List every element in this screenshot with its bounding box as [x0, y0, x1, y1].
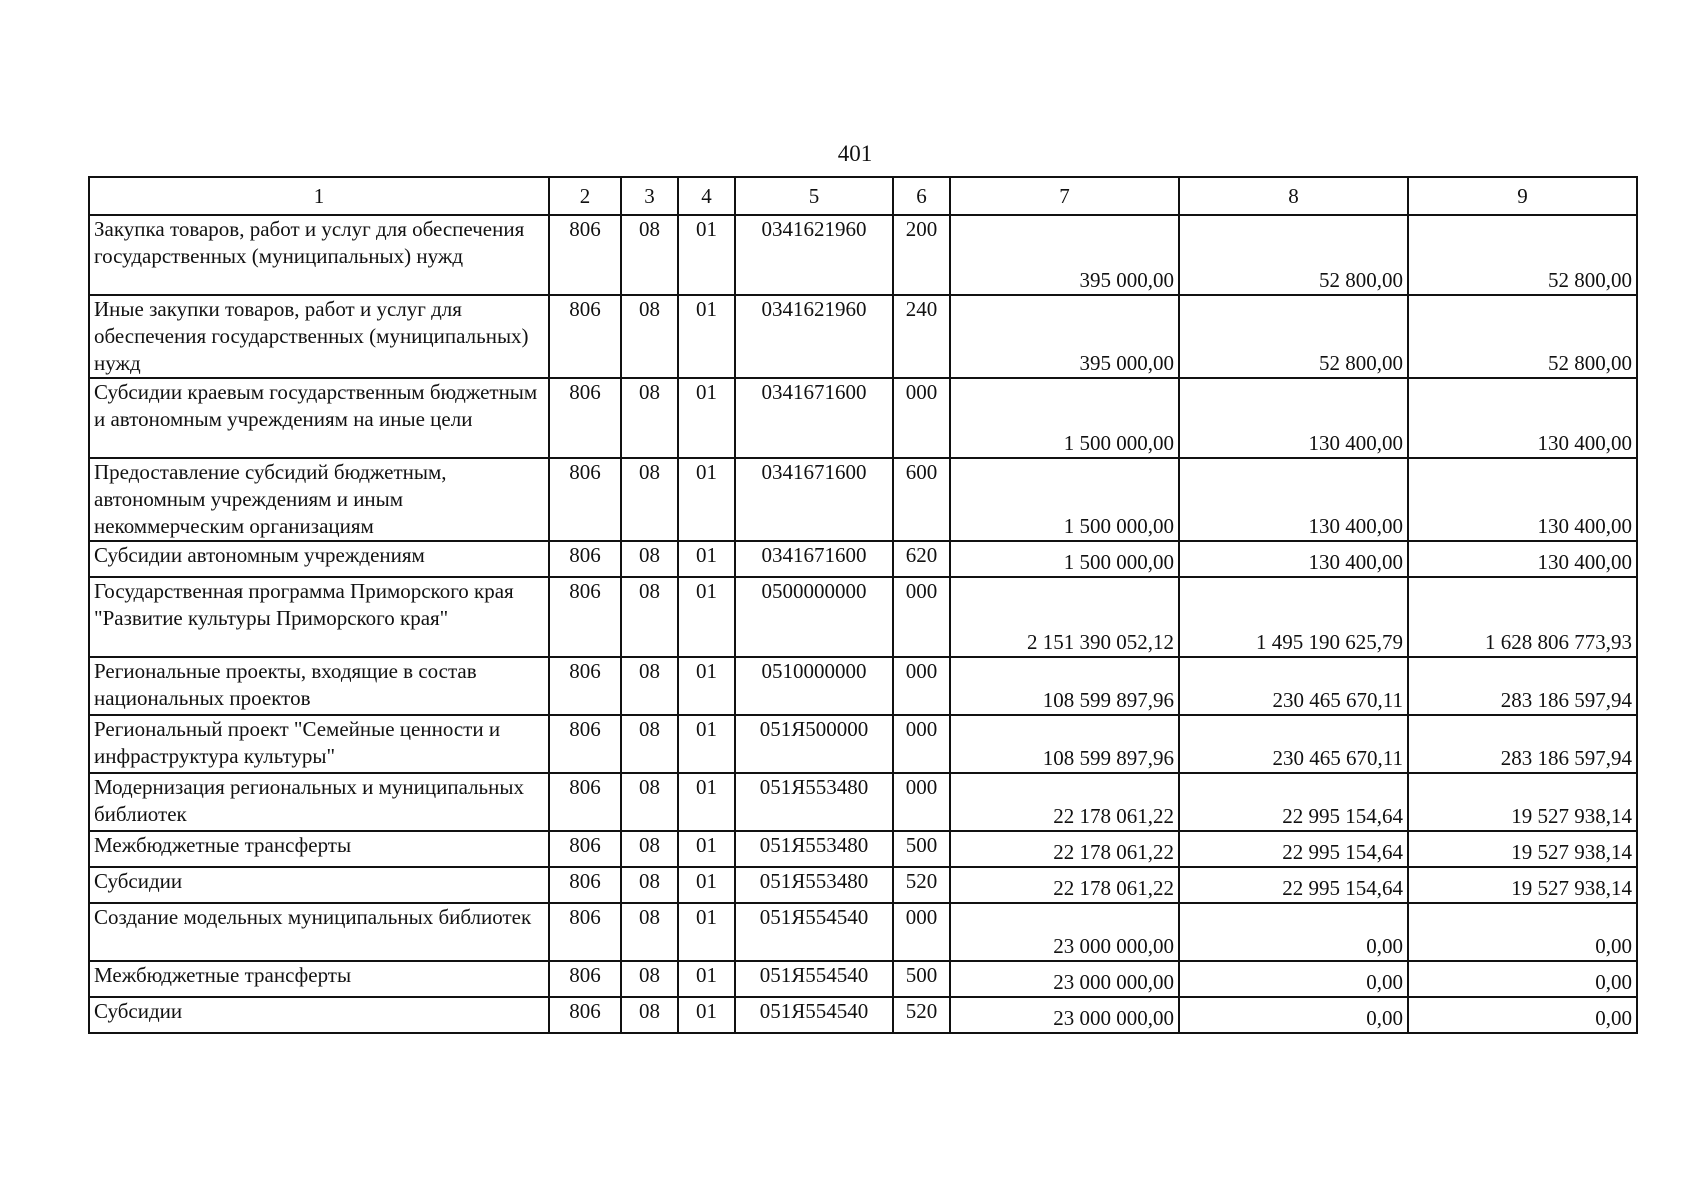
header-col-9: 9	[1408, 177, 1637, 215]
amount-col-7: 23 000 000,00	[950, 961, 1179, 997]
expense-type-code: 240	[893, 295, 950, 378]
row-name: Модернизация региональных и муниципальных библиотек	[89, 773, 549, 831]
table-row	[89, 961, 1637, 997]
expense-type-code: 000	[893, 715, 950, 773]
expense-type-code: 600	[893, 458, 950, 541]
ministry-code: 806	[549, 867, 621, 903]
subsection-code: 01	[678, 773, 735, 831]
ministry-code: 806	[549, 577, 621, 657]
row-name: Государственная программа Приморского края "Развитие культуры Приморского края"	[89, 577, 549, 657]
section-code: 08	[621, 715, 678, 773]
amount-col-8: 22 995 154,64	[1179, 831, 1408, 867]
section-code: 08	[621, 903, 678, 961]
amount-col-9: 1 628 806 773,93	[1408, 577, 1637, 657]
amount-col-8: 22 995 154,64	[1179, 867, 1408, 903]
amount-col-8: 52 800,00	[1179, 295, 1408, 378]
subsection-code: 01	[678, 903, 735, 961]
expense-type-code: 000	[893, 577, 950, 657]
section-code: 08	[621, 657, 678, 715]
section-code: 08	[621, 961, 678, 997]
header-col-2: 2	[549, 177, 621, 215]
amount-col-9: 130 400,00	[1408, 458, 1637, 541]
amount-col-8: 1 495 190 625,79	[1179, 577, 1408, 657]
section-code: 08	[621, 378, 678, 458]
ministry-code: 806	[549, 773, 621, 831]
amount-col-8: 22 995 154,64	[1179, 773, 1408, 831]
subsection-code: 01	[678, 458, 735, 541]
amount-col-8: 230 465 670,11	[1179, 657, 1408, 715]
header-row	[89, 177, 1637, 215]
ministry-code: 806	[549, 657, 621, 715]
row-name: Региональные проекты, входящие в состав национальных проектов	[89, 657, 549, 715]
subsection-code: 01	[678, 541, 735, 577]
table-row	[89, 903, 1637, 961]
header-col-6: 6	[893, 177, 950, 215]
ministry-code: 806	[549, 541, 621, 577]
section-code: 08	[621, 215, 678, 295]
amount-col-7: 1 500 000,00	[950, 458, 1179, 541]
amount-col-7: 22 178 061,22	[950, 831, 1179, 867]
target-article-code: 051Я554540	[735, 997, 893, 1033]
amount-col-7: 22 178 061,22	[950, 867, 1179, 903]
table-row	[89, 997, 1637, 1033]
amount-col-7: 108 599 897,96	[950, 715, 1179, 773]
amount-col-7: 1 500 000,00	[950, 378, 1179, 458]
amount-col-7: 23 000 000,00	[950, 997, 1179, 1033]
expense-type-code: 620	[893, 541, 950, 577]
amount-col-9: 19 527 938,14	[1408, 773, 1637, 831]
table-row	[89, 773, 1637, 831]
header-col-1: 1	[89, 177, 549, 215]
ministry-code: 806	[549, 295, 621, 378]
amount-col-7: 2 151 390 052,12	[950, 577, 1179, 657]
target-article-code: 0341621960	[735, 215, 893, 295]
row-name: Субсидии краевым государственным бюджетным и автономным учреждениям на иные цели	[89, 378, 549, 458]
section-code: 08	[621, 997, 678, 1033]
section-code: 08	[621, 295, 678, 378]
section-code: 08	[621, 577, 678, 657]
section-code: 08	[621, 773, 678, 831]
header-col-4: 4	[678, 177, 735, 215]
amount-col-8: 0,00	[1179, 903, 1408, 961]
row-name: Предоставление субсидий бюджетным, автономным учреждениям и иным некоммерческим организациям	[89, 458, 549, 541]
subsection-code: 01	[678, 867, 735, 903]
amount-col-8: 130 400,00	[1179, 378, 1408, 458]
amount-col-9: 283 186 597,94	[1408, 657, 1637, 715]
ministry-code: 806	[549, 378, 621, 458]
page-number: 401	[837, 141, 873, 166]
amount-col-7: 23 000 000,00	[950, 903, 1179, 961]
amount-col-7: 1 500 000,00	[950, 541, 1179, 577]
target-article-code: 051Я554540	[735, 961, 893, 997]
amount-col-8: 130 400,00	[1179, 541, 1408, 577]
target-article-code: 0341671600	[735, 458, 893, 541]
header-col-5: 5	[735, 177, 893, 215]
subsection-code: 01	[678, 295, 735, 378]
amount-col-7: 395 000,00	[950, 215, 1179, 295]
table-row	[89, 378, 1637, 458]
table-row	[89, 867, 1637, 903]
target-article-code: 051Я553480	[735, 773, 893, 831]
ministry-code: 806	[549, 831, 621, 867]
amount-col-7: 108 599 897,96	[950, 657, 1179, 715]
amount-col-8: 130 400,00	[1179, 458, 1408, 541]
subsection-code: 01	[678, 215, 735, 295]
row-name: Межбюджетные трансферты	[89, 961, 549, 997]
amount-col-8: 0,00	[1179, 961, 1408, 997]
section-code: 08	[621, 831, 678, 867]
target-article-code: 0510000000	[735, 657, 893, 715]
table-row	[89, 541, 1637, 577]
amount-col-9: 19 527 938,14	[1408, 831, 1637, 867]
expense-type-code: 520	[893, 997, 950, 1033]
amount-col-9: 0,00	[1408, 997, 1637, 1033]
ministry-code: 806	[549, 215, 621, 295]
header-col-7: 7	[950, 177, 1179, 215]
expense-type-code: 000	[893, 773, 950, 831]
amount-col-8: 0,00	[1179, 997, 1408, 1033]
subsection-code: 01	[678, 577, 735, 657]
amount-col-9: 283 186 597,94	[1408, 715, 1637, 773]
amount-col-9: 0,00	[1408, 903, 1637, 961]
ministry-code: 806	[549, 458, 621, 541]
budget-table	[88, 176, 1638, 1034]
target-article-code: 0341671600	[735, 541, 893, 577]
expense-type-code: 000	[893, 378, 950, 458]
ministry-code: 806	[549, 997, 621, 1033]
ministry-code: 806	[549, 961, 621, 997]
section-code: 08	[621, 541, 678, 577]
section-code: 08	[621, 458, 678, 541]
amount-col-9: 130 400,00	[1408, 378, 1637, 458]
table-row	[89, 215, 1637, 295]
table-row	[89, 295, 1637, 378]
expense-type-code: 000	[893, 903, 950, 961]
table-row	[89, 715, 1637, 773]
amount-col-8: 52 800,00	[1179, 215, 1408, 295]
header-col-3: 3	[621, 177, 678, 215]
subsection-code: 01	[678, 961, 735, 997]
expense-type-code: 000	[893, 657, 950, 715]
expense-type-code: 200	[893, 215, 950, 295]
subsection-code: 01	[678, 378, 735, 458]
subsection-code: 01	[678, 997, 735, 1033]
header-col-8: 8	[1179, 177, 1408, 215]
row-name: Создание модельных муниципальных библиотек	[89, 903, 549, 961]
target-article-code: 051Я553480	[735, 867, 893, 903]
row-name: Субсидии	[89, 867, 549, 903]
row-name: Межбюджетные трансферты	[89, 831, 549, 867]
amount-col-9: 0,00	[1408, 961, 1637, 997]
row-name: Закупка товаров, работ и услуг для обеспечения государственных (муниципальных) нужд	[89, 215, 549, 295]
row-name: Региональный проект "Семейные ценности и инфраструктура культуры"	[89, 715, 549, 773]
amount-col-9: 130 400,00	[1408, 541, 1637, 577]
amount-col-7: 395 000,00	[950, 295, 1179, 378]
subsection-code: 01	[678, 831, 735, 867]
expense-type-code: 500	[893, 961, 950, 997]
ministry-code: 806	[549, 715, 621, 773]
amount-col-7: 22 178 061,22	[950, 773, 1179, 831]
expense-type-code: 520	[893, 867, 950, 903]
amount-col-9: 52 800,00	[1408, 295, 1637, 378]
row-name: Субсидии	[89, 997, 549, 1033]
subsection-code: 01	[678, 657, 735, 715]
section-code: 08	[621, 867, 678, 903]
table-row	[89, 657, 1637, 715]
target-article-code: 051Я553480	[735, 831, 893, 867]
table-row	[89, 577, 1637, 657]
target-article-code: 0341671600	[735, 378, 893, 458]
target-article-code: 0500000000	[735, 577, 893, 657]
expense-type-code: 500	[893, 831, 950, 867]
row-name: Субсидии автономным учреждениям	[89, 541, 549, 577]
target-article-code: 0341621960	[735, 295, 893, 378]
target-article-code: 051Я554540	[735, 903, 893, 961]
row-name: Иные закупки товаров, работ и услуг для обеспечения государственных (муниципальных) нужд	[89, 295, 549, 378]
amount-col-9: 52 800,00	[1408, 215, 1637, 295]
table-row	[89, 831, 1637, 867]
target-article-code: 051Я500000	[735, 715, 893, 773]
subsection-code: 01	[678, 715, 735, 773]
amount-col-9: 19 527 938,14	[1408, 867, 1637, 903]
amount-col-8: 230 465 670,11	[1179, 715, 1408, 773]
table-row	[89, 458, 1637, 541]
ministry-code: 806	[549, 903, 621, 961]
